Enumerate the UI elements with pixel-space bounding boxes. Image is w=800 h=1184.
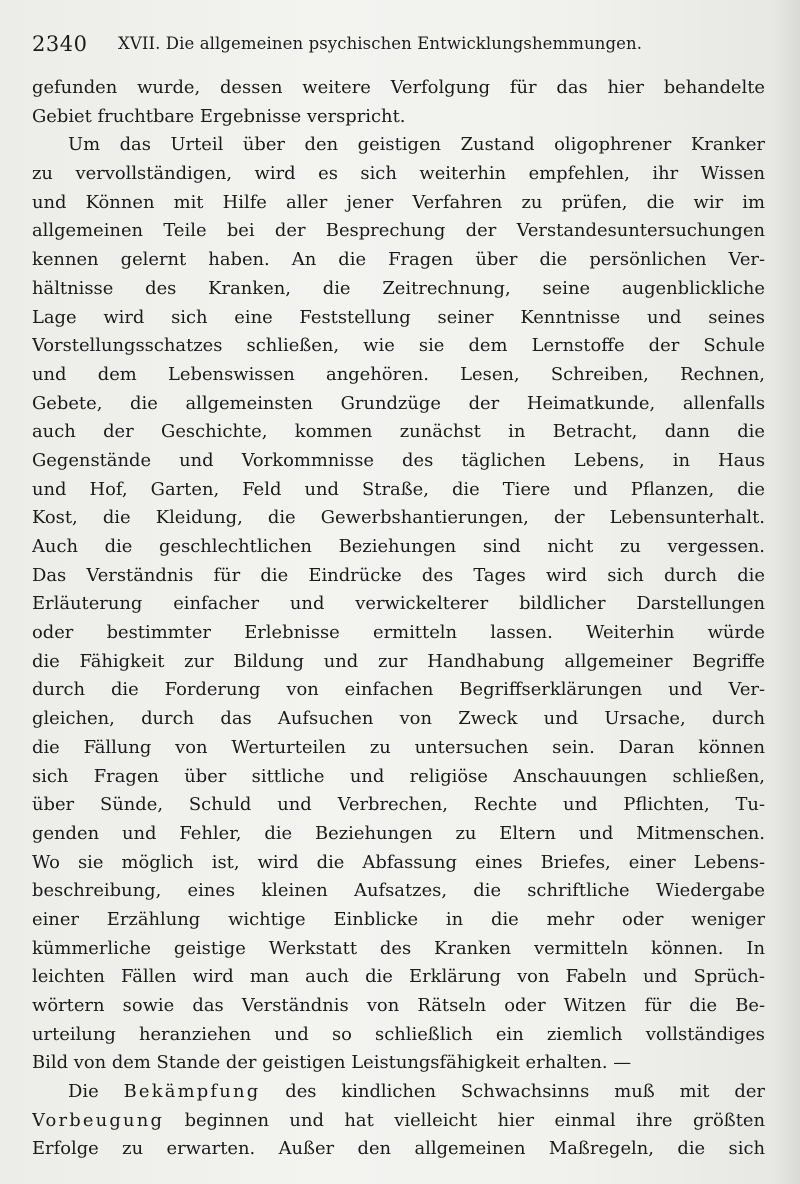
text-line-34: urteilung heranziehen und so schließlich ein ziemlich vollständiges	[32, 1023, 765, 1045]
text-line-22: durch die Forderung von einfachen Begriffserklärungen und Ver-	[32, 679, 765, 701]
running-title: XVII. Die allgemeinen psychischen Entwicklungshemmungen.	[118, 34, 643, 53]
text-line-16: Kost, die Kleidung, die Gewerbshantierungen, der Lebensunterhalt.	[32, 507, 765, 529]
text-line-15: und Hof, Garten, Feld und Straße, die Tiere und Pflanzen, die	[32, 478, 765, 500]
text-line-20: oder bestimmter Erlebnisse ermitteln lassen. Weiterhin würde	[32, 622, 765, 644]
text-line-24: die Fällung von Werturteilen zu untersuchen sein. Daran können	[32, 736, 765, 758]
text-line-9: Lage wird sich eine Feststellung seiner Kenntnisse und seines	[32, 306, 765, 328]
running-header	[32, 30, 772, 60]
text-line-28: Wo sie möglich ist, wird die Abfassung eines Briefes, einer Lebens-	[32, 851, 765, 873]
text-line-8: hältnisse des Kranken, die Zeitrechnung, seine augenblickliche	[32, 277, 765, 299]
text-line-35: Bild von dem Stande der geistigen Leistungsfähigkeit erhalten. —	[32, 1052, 632, 1074]
text-line-30: einer Erzählung wichtige Einblicke in die mehr oder weniger	[32, 908, 765, 930]
text-line-11: und dem Lebenswissen angehören. Lesen, Schreiben, Rechnen,	[32, 363, 765, 385]
text-line-38: Erfolge zu erwarten. Außer den allgemeinen Maßregeln, die sich	[32, 1138, 765, 1160]
text-line-7: kennen gelernt haben. An die Fragen über die persönlichen Ver-	[32, 249, 765, 271]
para3-line2-after: beginnen und hat vielleicht hier einmal ihre größten	[164, 1109, 765, 1131]
emphasis-bekaempfung: Bekämpfung	[123, 1081, 261, 1103]
text-line-5: und Können mit Hilfe aller jener Verfahren zu prüfen, die wir im	[32, 191, 765, 213]
text-line-18: Das Verständnis für die Eindrücke des Tages wird sich durch die	[32, 564, 765, 586]
text-line-21: die Fähigkeit zur Bildung und zur Handhabung allgemeiner Begriffe	[32, 650, 765, 672]
text-line-17: Auch die geschlechtlichen Beziehungen sind nicht zu vergessen.	[32, 536, 765, 557]
text-line-27: genden und Fehler, die Beziehungen zu Eltern und Mitmenschen.	[32, 822, 765, 844]
text-line-13: auch der Geschichte, kommen zunächst in Betracht, dann die	[32, 421, 765, 443]
body-text	[32, 74, 765, 1164]
text-line-12: Gebete, die allgemeinsten Grundzüge der Heimatkunde, allenfalls	[32, 392, 765, 414]
text-line-14: Gegenstände und Vorkommnisse des täglichen Lebens, in Haus	[32, 449, 765, 471]
text-line-23: gleichen, durch das Aufsuchen von Zweck und Ursache, durch	[32, 708, 765, 730]
para3-line1-before: Die	[68, 1081, 124, 1103]
text-line-36	[32, 1078, 765, 1107]
text-line-3: Um das Urteil über den geistigen Zustand oligophrener Kranker	[68, 134, 765, 156]
text-line-6: allgemeinen Teile bei der Besprechung der Verstandesuntersuchungen	[32, 220, 765, 242]
text-line-33: wörtern sowie das Verständnis von Rätseln oder Witzen für die Be-	[32, 995, 765, 1016]
emphasis-vorbeugung: Vorbeugung	[32, 1109, 165, 1131]
text-line-4: zu vervollständigen, wird es sich weiterhin empfehlen, ihr Wissen	[32, 163, 765, 185]
para3-line1-after: des kindlichen Schwachsinns muß mit der	[260, 1081, 765, 1103]
text-line-10: Vorstellungsschatzes schließen, wie sie dem Lernstoffe der Schule	[32, 335, 765, 357]
text-line-25: sich Fragen über sittliche und religiöse Anschauungen schließen,	[32, 765, 765, 787]
text-line-1: gefunden wurde, dessen weitere Verfolgung für das hier behandelte	[32, 77, 765, 98]
text-line-26: über Sünde, Schuld und Verbrechen, Rechte und Pflichten, Tu-	[32, 794, 765, 816]
text-line-19: Erläuterung einfacher und verwickelterer bildlicher Darstellungen	[32, 593, 765, 615]
text-line-37	[32, 1107, 765, 1136]
text-line-2: Gebiet fruchtbare Ergebnisse verspricht.	[32, 105, 406, 127]
text-line-32: leichten Fällen wird man auch die Erklärung von Fabeln und Sprüch-	[32, 966, 765, 988]
text-line-29: beschreibung, eines kleinen Aufsatzes, die schriftliche Wiedergabe	[32, 880, 765, 902]
page-number: 2340	[32, 32, 88, 56]
page-gutter-shadow	[774, 0, 800, 1184]
text-line-31: kümmerliche geistige Werkstatt des Kranken vermitteln können. In	[32, 937, 765, 959]
